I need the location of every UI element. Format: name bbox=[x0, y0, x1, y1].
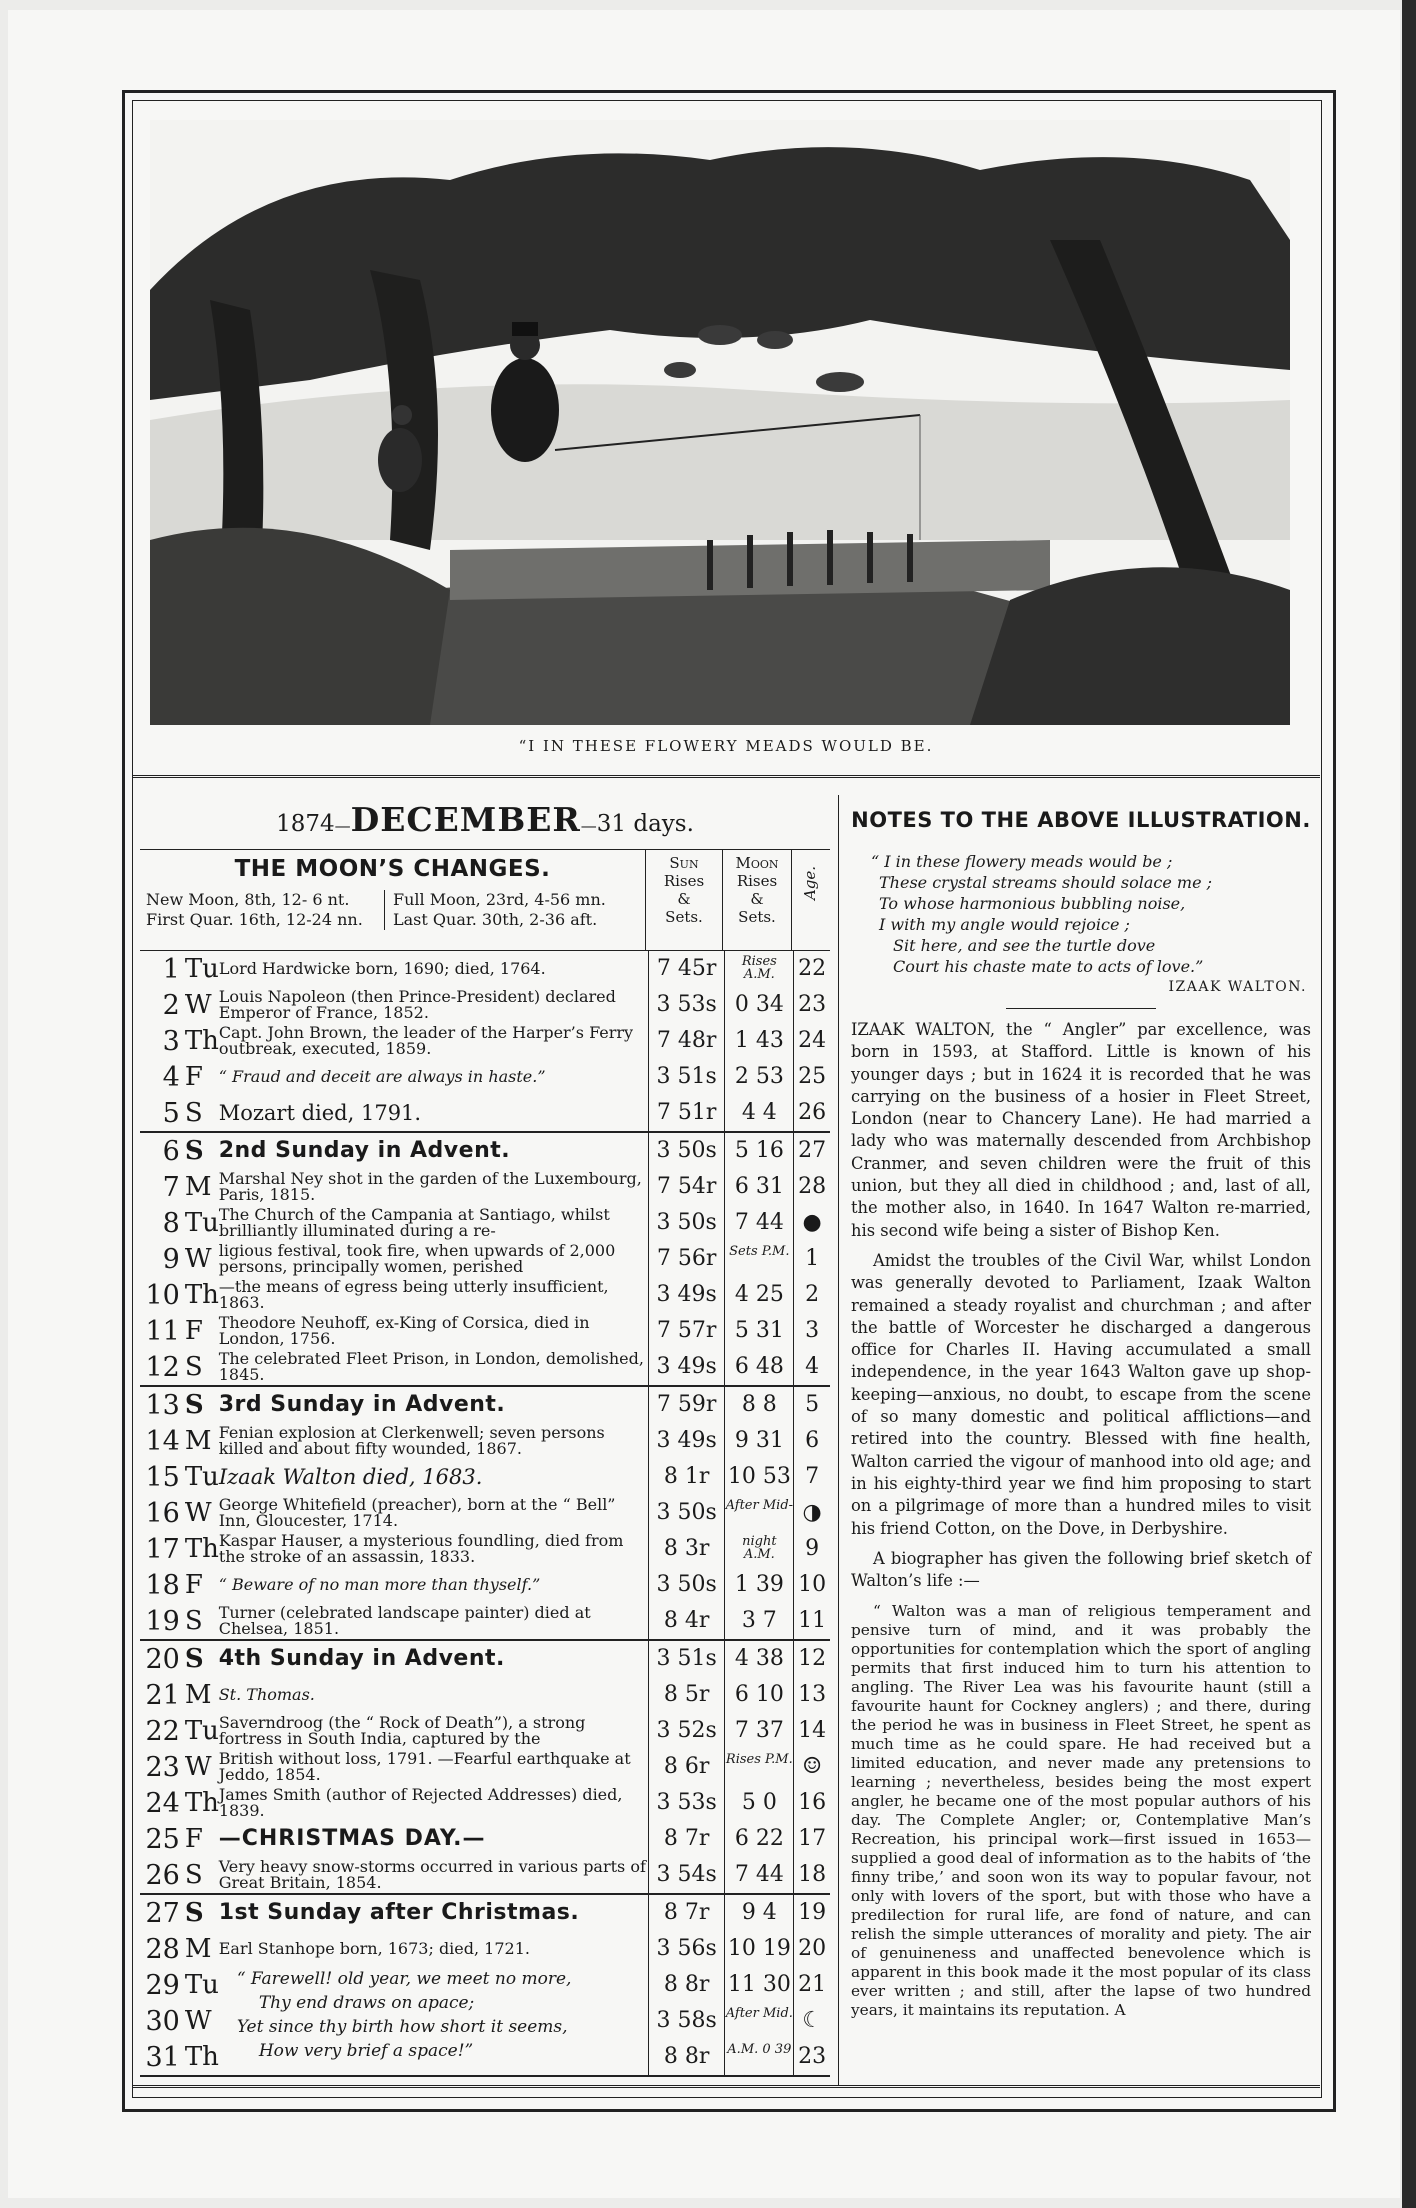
day-of-week: M bbox=[184, 1934, 212, 1964]
calendar-row bbox=[140, 1749, 830, 1785]
date-number: 20 bbox=[145, 1643, 180, 1675]
date-number: 12 bbox=[145, 1351, 180, 1383]
sun-time: 3 53s bbox=[648, 1785, 725, 1821]
calendar-week bbox=[140, 1641, 830, 1895]
date-number: 26 bbox=[145, 1859, 180, 1891]
date-number: 8 bbox=[162, 1207, 180, 1239]
sun-time: 8 4r bbox=[648, 1603, 725, 1639]
last-quarter: Last Quar. 30th, 2-36 aft. bbox=[393, 910, 598, 929]
day-of-week: S bbox=[184, 1352, 203, 1382]
event-text: 4th Sunday in Advent. bbox=[218, 1646, 505, 1671]
new-moon: New Moon, 8th, 12- 6 nt. bbox=[146, 890, 350, 909]
calendar-week bbox=[140, 1387, 830, 1641]
event-text: The Church of the Campania at Santiago, whilst brilliantly illuminated during a re- bbox=[218, 1205, 610, 1240]
date-number: 18 bbox=[145, 1569, 180, 1601]
event-text: Kaspar Hauser, a mysterious foundling, died from the stroke of an assassin, 1833. bbox=[218, 1531, 624, 1566]
calendar-row bbox=[140, 1205, 830, 1241]
date-number: 11 bbox=[145, 1315, 180, 1347]
moon-age: 27 bbox=[793, 1133, 830, 1169]
moon-time: 11 30 bbox=[724, 1967, 793, 2003]
moon-age: 12 bbox=[793, 1641, 830, 1677]
sun-time: 3 49s bbox=[648, 1277, 725, 1313]
sun-time: 8 3r bbox=[648, 1531, 725, 1567]
moon-time: 9 31 bbox=[724, 1423, 793, 1459]
moon-time: 3 7 bbox=[724, 1603, 793, 1639]
sun-time: 7 59r bbox=[648, 1387, 725, 1423]
moon-header: Moon Rises & Sets. bbox=[722, 850, 791, 950]
moon-age: 17 bbox=[793, 1821, 830, 1857]
calendar-row bbox=[140, 1857, 830, 1893]
sun-time: 3 49s bbox=[648, 1423, 725, 1459]
moon-age: 16 bbox=[793, 1785, 830, 1821]
poem-attribution: IZAAK WALTON. bbox=[1168, 979, 1307, 995]
calendar-row bbox=[140, 1349, 830, 1385]
calendar-row bbox=[140, 1895, 830, 1931]
event-text: “ Beware of no man more than thyself.” bbox=[218, 1575, 541, 1594]
calendar-rows bbox=[140, 951, 830, 2077]
moon-time: 9 4 bbox=[724, 1895, 793, 1931]
date-number: 19 bbox=[145, 1605, 180, 1637]
sun-time: 8 7r bbox=[648, 1821, 725, 1857]
day-of-week: W bbox=[184, 990, 212, 1020]
day-of-week: Th bbox=[184, 1026, 219, 1056]
event-text: 3rd Sunday in Advent. bbox=[218, 1392, 506, 1417]
day-of-week: M bbox=[184, 1172, 212, 1202]
moon-age: 3 bbox=[793, 1313, 830, 1349]
moon-time: 5 16 bbox=[724, 1133, 793, 1169]
engraving-illustration bbox=[150, 120, 1290, 725]
event-text: Mozart died, 1791. bbox=[218, 1101, 422, 1125]
moon-time: 10 19 bbox=[724, 1931, 793, 1967]
day-of-week: Tu bbox=[184, 1970, 219, 2000]
date-number: 9 bbox=[162, 1243, 180, 1275]
day-of-week: W bbox=[184, 1752, 212, 1782]
sun-time: 7 57r bbox=[648, 1313, 725, 1349]
calendar-row bbox=[140, 987, 830, 1023]
day-of-week: Th bbox=[184, 1788, 219, 1818]
moon-time: 4 25 bbox=[724, 1277, 793, 1313]
notes-paragraph-1: IZAAK WALTON, the “ Angler” par excellence, was born in 1593, at Stafford. Little is known of his younger days ; but in 1624 it is recorded that he was carrying on the business of a hosier in Fleet Street, London (near to Chancery Lane). He had married a lady who was maternally descended from Archbishop Cranmer, and seven children were the fruit of this union, but they all died in childhood ; and, last of all, the mother also, in 1640. In 1647 Walton re-married, his second wife being a sister of Bishop Ken. bbox=[851, 1020, 1311, 1240]
illustration-caption: “I IN THESE FLOWERY MEADS WOULD BE. bbox=[518, 737, 934, 755]
moon-time: 7 44 bbox=[724, 1205, 793, 1241]
day-of-week: Th bbox=[184, 1280, 219, 1310]
day-of-week: F bbox=[184, 1062, 203, 1092]
calendar-row bbox=[140, 1495, 830, 1531]
calendar-row bbox=[140, 1531, 830, 1567]
moon-age: 22 bbox=[793, 951, 830, 987]
day-of-week: F bbox=[184, 1824, 203, 1854]
day-of-week: S bbox=[184, 1136, 204, 1166]
moon-time: 2 53 bbox=[724, 1059, 793, 1095]
event-text: —the means of egress being utterly insufficient, 1863. bbox=[218, 1277, 609, 1312]
moon-age: 13 bbox=[793, 1677, 830, 1713]
event-text: George Whitefield (preacher), born at the “ Bell” Inn, Gloucester, 1714. bbox=[218, 1495, 616, 1530]
moon-age: 18 bbox=[793, 1857, 830, 1893]
date-number: 2 bbox=[162, 989, 180, 1021]
notes-paragraph-3: A biographer has given the following brief sketch of Walton’s life :— bbox=[851, 1548, 1311, 1591]
calendar-row bbox=[140, 1277, 830, 1313]
day-of-week: Tu bbox=[184, 954, 219, 984]
event-text: Turner (celebrated landscape painter) died at Chelsea, 1851. bbox=[218, 1603, 591, 1638]
day-of-week: Tu bbox=[184, 1208, 219, 1238]
sun-time: 7 48r bbox=[648, 1023, 725, 1059]
calendar-row bbox=[140, 1713, 830, 1749]
moon-time: Rises A.M. bbox=[724, 951, 793, 987]
date-number: 17 bbox=[145, 1533, 180, 1565]
event-text: Earl Stanhope born, 1673; died, 1721. bbox=[218, 1939, 530, 1958]
event-text: 2nd Sunday in Advent. bbox=[218, 1138, 511, 1163]
moon-age: 7 bbox=[793, 1459, 830, 1495]
date-number: 6 bbox=[162, 1135, 180, 1167]
sun-time: 3 51s bbox=[648, 1641, 725, 1677]
notes-title: NOTES TO THE ABOVE ILLUSTRATION. bbox=[851, 808, 1311, 832]
sun-time: 8 5r bbox=[648, 1677, 725, 1713]
day-of-week: S bbox=[184, 1860, 203, 1890]
date-number: 22 bbox=[145, 1715, 180, 1747]
calendar-row bbox=[140, 1821, 830, 1857]
sun-time: 3 51s bbox=[648, 1059, 725, 1095]
column-divider bbox=[838, 795, 839, 2085]
moon-time: 7 44 bbox=[724, 1857, 793, 1893]
moon-age: 28 bbox=[793, 1169, 830, 1205]
notes-paragraph-4: “ Walton was a man of religious temperament and pensive turn of mind, and it was probably the opportunities for contemplation which the sport of angling permits that first induced him to turn his attention to angling. The River Lea was his favourite haunt (still a favourite haunt for Cockney anglers) ; and there, during the period he was in business in Fleet Street, he spent as much time as he could spare. He had received but a limited education, and never made any pretensions to learning ; nevertheless, besides being the most expert angler, he became one of the most popular authors of his day. The Complete Angler; or, Contemplative Man’s Recreation, his principal work—first issued in 1653—supplied a good deal of information as to the habits of ‘the finny tribe,’ and soon won its way to popular favour, not only with lovers of the sport, but with those who have a predilection for rural life, are fond of nature, and can relish the simple utterances of morality and piety. The air of genuineness and unaffected benevolence which is apparent in this book made it the most popular of its class ever written ; and still, after the lapse of two hundred years, it maintains its reputation. A bbox=[851, 1602, 1311, 2020]
day-of-week: W bbox=[184, 1498, 212, 1528]
day-of-week: F bbox=[184, 1316, 203, 1346]
day-of-week: M bbox=[184, 1680, 212, 1710]
calendar-row bbox=[140, 1241, 830, 1277]
sun-time: 8 6r bbox=[648, 1749, 725, 1785]
event-text: Capt. John Brown, the leader of the Harper’s Ferry outbreak, executed, 1859. bbox=[218, 1023, 634, 1058]
sun-time: 3 50s bbox=[648, 1133, 725, 1169]
notes-paragraph-2: Amidst the troubles of the Civil War, whilst London was generally devoted to Parliament, Izaak Walton remained a steady royalist and churchman ; and after the battle of Worcester he discharged a dangerous office for Charles II. Having accumulated a small independence, in the year 1643 Walton gave up shop-keeping—anxious, no doubt, to escape from the scene of so many domestic and political afflictions—and retired into the country. Blessed with fine health, Walton carried the vigour of manhood into old age; and in his eighty-third year we find him proposing to start on a pilgrimage of more than a hundred miles to visit his friend Cotton, on the Dove, in Derbyshire. bbox=[851, 1250, 1311, 1538]
notes-column bbox=[851, 795, 1311, 2020]
event-text: British without loss, 1791. —Fearful earthquake at Jeddo, 1854. bbox=[218, 1749, 631, 1784]
moon-time: 4 38 bbox=[724, 1641, 793, 1677]
day-of-week: W bbox=[184, 2006, 212, 2036]
sun-time: 8 1r bbox=[648, 1459, 725, 1495]
calendar-row bbox=[140, 1423, 830, 1459]
moon-age: 21 bbox=[793, 1967, 830, 2003]
calendar-row bbox=[140, 1459, 830, 1495]
calendar-row bbox=[140, 1095, 830, 1131]
day-of-week: S bbox=[184, 1098, 203, 1128]
event-text: Marshal Ney shot in the garden of the Luxembourg, Paris, 1815. bbox=[218, 1169, 642, 1204]
sun-time: 3 58s bbox=[648, 2003, 725, 2039]
sun-time: 7 45r bbox=[648, 951, 725, 987]
calendar-row bbox=[140, 1387, 830, 1423]
date-number: 23 bbox=[145, 1751, 180, 1783]
calendar-row bbox=[140, 1169, 830, 1205]
moon-age: ● bbox=[793, 1205, 830, 1241]
moon-age: 9 bbox=[793, 1531, 830, 1567]
date-number: 7 bbox=[162, 1171, 180, 1203]
event-text: Louis Napoleon (then Prince-President) declared Emperor of France, 1852. bbox=[218, 987, 616, 1022]
age-header: Age. bbox=[791, 850, 828, 950]
event-text: Very heavy snow-storms occurred in various parts of Great Britain, 1854. bbox=[218, 1857, 646, 1892]
moon-time: 6 22 bbox=[724, 1821, 793, 1857]
date-number: 16 bbox=[145, 1497, 180, 1529]
calendar-row bbox=[140, 1603, 830, 1639]
first-quarter: First Quar. 16th, 12-24 nn. bbox=[146, 910, 363, 929]
moon-time: Sets P.M. bbox=[724, 1241, 793, 1277]
sun-time: 3 49s bbox=[648, 1349, 725, 1385]
calendar-week bbox=[140, 1133, 830, 1387]
sun-time: 7 56r bbox=[648, 1241, 725, 1277]
moon-age: 14 bbox=[793, 1713, 830, 1749]
event-text: Izaak Walton died, 1683. bbox=[218, 1465, 483, 1489]
moon-time: 10 53 bbox=[724, 1459, 793, 1495]
sun-time: 7 54r bbox=[648, 1169, 725, 1205]
moon-time: Rises P.M. bbox=[724, 1749, 793, 1785]
sun-time: 3 50s bbox=[648, 1567, 725, 1603]
calendar-row bbox=[140, 1023, 830, 1059]
calendar-row bbox=[140, 1133, 830, 1169]
moon-time: 5 0 bbox=[724, 1785, 793, 1821]
moon-age: 5 bbox=[793, 1387, 830, 1423]
month-title: 1874—DECEMBER—31 days. bbox=[276, 800, 694, 839]
moon-age: ☾ bbox=[793, 2003, 830, 2039]
moon-time: 6 10 bbox=[724, 1677, 793, 1713]
moon-time: 0 34 bbox=[724, 987, 793, 1023]
moon-changes-title: THE MOON’S CHANGES. bbox=[234, 856, 551, 882]
date-number: 1 bbox=[162, 953, 180, 985]
moon-time: A.M. 0 39 bbox=[724, 2039, 793, 2075]
day-of-week: S bbox=[184, 1644, 204, 1674]
full-moon: Full Moon, 23rd, 4-56 mn. bbox=[393, 890, 606, 909]
date-number: 29 bbox=[145, 1969, 180, 2001]
sun-time: 3 56s bbox=[648, 1931, 725, 1967]
date-number: 15 bbox=[145, 1461, 180, 1493]
moon-age: 6 bbox=[793, 1423, 830, 1459]
date-number: 4 bbox=[162, 1061, 180, 1093]
calendar-row bbox=[140, 1313, 830, 1349]
month-name: DECEMBER bbox=[350, 800, 581, 839]
calendar-row bbox=[140, 2003, 830, 2039]
event-text: St. Thomas. bbox=[218, 1685, 315, 1704]
event-text: ligious festival, took fire, when upwards of 2,000 persons, principally women, perished bbox=[218, 1241, 616, 1276]
date-number: 10 bbox=[145, 1279, 180, 1311]
day-of-week: Th bbox=[184, 2042, 219, 2072]
event-text: James Smith (author of Rejected Addresses) died, 1839. bbox=[218, 1785, 623, 1820]
calendar-row bbox=[140, 1677, 830, 1713]
sun-time: 3 54s bbox=[648, 1857, 725, 1893]
day-of-week: S bbox=[184, 1898, 204, 1928]
date-number: 30 bbox=[145, 2005, 180, 2037]
caption-divider bbox=[132, 775, 1320, 778]
day-of-week: M bbox=[184, 1426, 212, 1456]
moon-age: 11 bbox=[793, 1603, 830, 1639]
date-number: 31 bbox=[145, 2041, 180, 2073]
moon-age: 23 bbox=[793, 2039, 830, 2075]
moon-time: 6 31 bbox=[724, 1169, 793, 1205]
moon-time: 5 31 bbox=[724, 1313, 793, 1349]
calendar-row bbox=[140, 2039, 830, 2075]
moon-age: ◑ bbox=[793, 1495, 830, 1531]
moon-time: 7 37 bbox=[724, 1713, 793, 1749]
event-text: Lord Hardwicke born, 1690; died, 1764. bbox=[218, 959, 546, 978]
event-text: “ Fraud and deceit are always in haste.” bbox=[218, 1067, 546, 1086]
moon-time: 6 48 bbox=[724, 1349, 793, 1385]
moon-time: 1 43 bbox=[724, 1023, 793, 1059]
day-of-week: W bbox=[184, 1244, 212, 1274]
moon-time: 4 4 bbox=[724, 1095, 793, 1131]
walton-poem: “ I in these flowery meads would be ; These crystal streams should solace me ; To whose harmonious bubbling noise, I with my angle would rejoice ; Sit here, and see the turtle dove Court his chaste mate to acts of love.” IZAAK WALTON. bbox=[851, 851, 1311, 998]
calendar-header bbox=[140, 850, 830, 951]
moon-age: 24 bbox=[793, 1023, 830, 1059]
date-number: 5 bbox=[162, 1097, 180, 1129]
scan-edge bbox=[1402, 0, 1416, 2208]
moon-changes bbox=[140, 850, 645, 950]
day-of-week: S bbox=[184, 1606, 203, 1636]
moon-age: ☺ bbox=[793, 1749, 830, 1785]
sun-header: Sun Rises & Sets. bbox=[645, 850, 722, 950]
sun-time: 8 7r bbox=[648, 1895, 725, 1931]
date-number: 21 bbox=[145, 1679, 180, 1711]
calendar-week bbox=[140, 1895, 830, 2077]
date-number: 27 bbox=[145, 1897, 180, 1929]
moon-time: 1 39 bbox=[724, 1567, 793, 1603]
event-text: The celebrated Fleet Prison, in London, demolished, 1845. bbox=[218, 1349, 644, 1384]
calendar-row bbox=[140, 1567, 830, 1603]
calendar-row bbox=[140, 1931, 830, 1967]
calendar-row bbox=[140, 1641, 830, 1677]
moon-time: night A.M. bbox=[724, 1531, 793, 1567]
moon-time: After Mid. bbox=[724, 2003, 793, 2039]
moon-age: 10 bbox=[793, 1567, 830, 1603]
moon-age: 19 bbox=[793, 1895, 830, 1931]
date-number: 28 bbox=[145, 1933, 180, 1965]
moon-age: 1 bbox=[793, 1241, 830, 1277]
closing-poem: “ Farewell! old year, we meet no more, Thy end draws on apace; Yet since thy birth how short it seems, How very brief a space!” bbox=[236, 1969, 572, 2061]
year: 1874 bbox=[276, 811, 335, 837]
event-text: Fenian explosion at Clerkenwell; seven persons killed and about fifty wounded, 1867. bbox=[218, 1423, 605, 1458]
event-text: Theodore Neuhoff, ex-King of Corsica, died in London, 1756. bbox=[218, 1313, 590, 1348]
sun-time: 8 8r bbox=[648, 2039, 725, 2075]
event-text bbox=[215, 2003, 648, 2039]
moon-age: 20 bbox=[793, 1931, 830, 1967]
moon-time: 8 8 bbox=[724, 1387, 793, 1423]
sun-time: 7 51r bbox=[648, 1095, 725, 1131]
sun-time: 3 53s bbox=[648, 987, 725, 1023]
date-number: 3 bbox=[162, 1025, 180, 1057]
moon-time: After Mid- bbox=[724, 1495, 793, 1531]
days-count: 31 days. bbox=[596, 811, 694, 837]
calendar-row bbox=[140, 1059, 830, 1095]
moon-age: 26 bbox=[793, 1095, 830, 1131]
calendar-row bbox=[140, 951, 830, 987]
moon-age: 2 bbox=[793, 1277, 830, 1313]
date-number: 24 bbox=[145, 1787, 180, 1819]
date-number: 25 bbox=[145, 1823, 180, 1855]
moon-age: 23 bbox=[793, 987, 830, 1023]
date-number: 13 bbox=[145, 1389, 180, 1421]
day-of-week: Th bbox=[184, 1534, 219, 1564]
moon-age: 4 bbox=[793, 1349, 830, 1385]
calendar-row bbox=[140, 1785, 830, 1821]
event-text: 1st Sunday after Christmas. bbox=[218, 1900, 580, 1925]
day-of-week: F bbox=[184, 1570, 203, 1600]
day-of-week: Tu bbox=[184, 1716, 219, 1746]
event-text: Saverndroog (the “ Rock of Death”), a strong fortress in South India, captured by the bbox=[218, 1713, 586, 1748]
date-number: 14 bbox=[145, 1425, 180, 1457]
bottom-divider bbox=[132, 2085, 1320, 2088]
sun-time: 3 50s bbox=[648, 1495, 725, 1531]
sun-time: 3 52s bbox=[648, 1713, 725, 1749]
event-text: —CHRISTMAS DAY.— bbox=[218, 1826, 486, 1851]
event-text bbox=[215, 2039, 648, 2075]
sun-time: 3 50s bbox=[648, 1205, 725, 1241]
sun-time: 8 8r bbox=[648, 1967, 725, 2003]
day-of-week: Tu bbox=[184, 1462, 219, 1492]
notes-rule bbox=[1006, 1008, 1156, 1009]
calendar-week bbox=[140, 951, 830, 1133]
calendar-column bbox=[140, 795, 830, 2077]
moon-age: 25 bbox=[793, 1059, 830, 1095]
day-of-week: S bbox=[184, 1390, 204, 1420]
